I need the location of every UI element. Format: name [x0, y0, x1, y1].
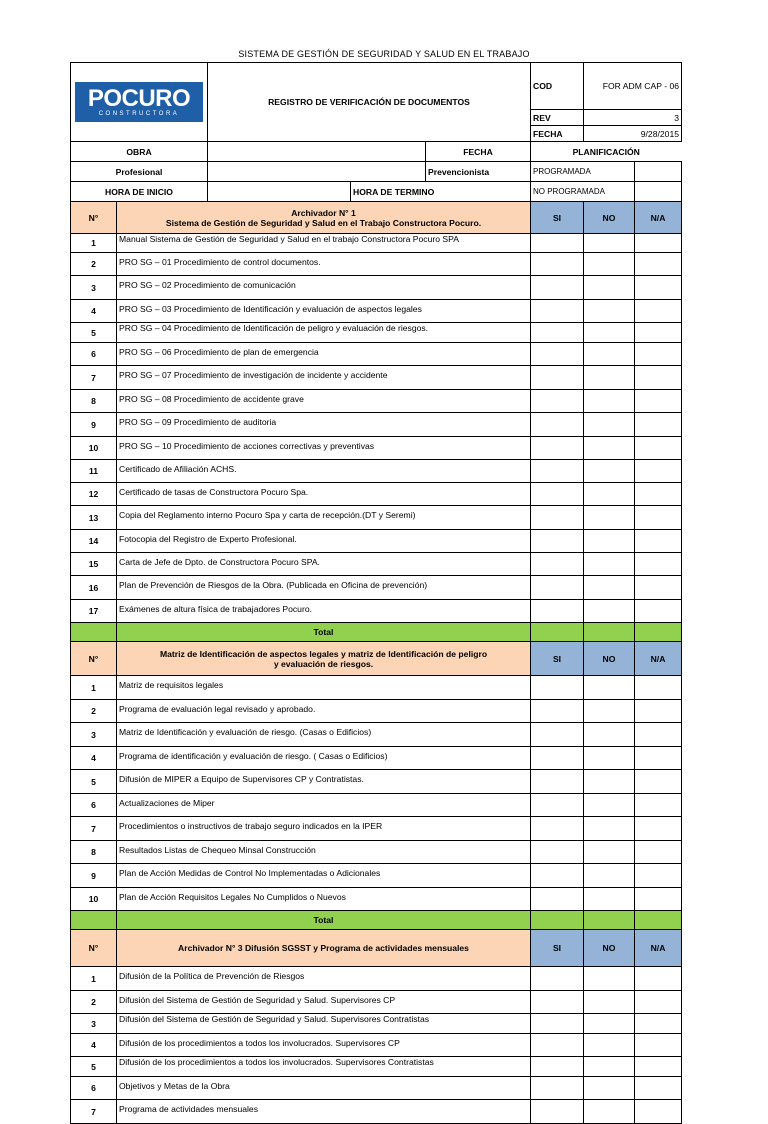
obra-field[interactable]: [208, 142, 426, 162]
total-num-cell: [71, 911, 117, 930]
si-cell[interactable]: [531, 991, 584, 1014]
total-si: [531, 623, 584, 642]
table-row: [71, 676, 682, 700]
no-cell[interactable]: [584, 530, 635, 553]
no-cell[interactable]: [584, 888, 635, 911]
item-number: 2: [71, 700, 117, 723]
hora-inicio-field[interactable]: [208, 182, 351, 202]
item-number: 17: [71, 600, 117, 623]
obra-label: OBRA: [71, 142, 208, 162]
item-text: [117, 1100, 531, 1124]
item-number: 7: [71, 1100, 117, 1124]
no-cell[interactable]: [584, 576, 635, 600]
si-cell[interactable]: [531, 700, 584, 723]
item-text: [117, 253, 531, 276]
item-text: [117, 413, 531, 437]
form-title: REGISTRO DE VERIFICACIÓN DE DOCUMENTOS: [208, 63, 531, 142]
item-number: 16: [71, 576, 117, 600]
profesional-field[interactable]: [208, 162, 426, 182]
total-label: Total: [117, 623, 531, 642]
table-row: [71, 794, 682, 817]
total-row: [71, 623, 682, 642]
item-text: [117, 1057, 531, 1077]
si-cell[interactable]: [531, 437, 584, 460]
item-number: 14: [71, 530, 117, 553]
na-cell[interactable]: [635, 967, 682, 991]
total-label: Total: [117, 911, 531, 930]
col-si-header: SI: [531, 642, 584, 676]
item-text: [117, 390, 531, 413]
item-text: [117, 747, 531, 770]
item-number: 8: [71, 390, 117, 413]
no-cell[interactable]: [584, 1034, 635, 1057]
item-number: 4: [71, 1034, 117, 1057]
item-text-value: Difusión de los procedimientos a todos los involucrados. Supervisores Contratistas: [119, 1057, 434, 1067]
na-cell[interactable]: [635, 390, 682, 413]
na-cell[interactable]: [635, 506, 682, 530]
si-cell[interactable]: [531, 530, 584, 553]
section-title: [117, 642, 531, 676]
na-cell[interactable]: [635, 864, 682, 888]
na-cell[interactable]: [635, 676, 682, 700]
profesional-label: Profesional: [71, 162, 208, 182]
no-cell[interactable]: [584, 483, 635, 506]
cod-label: COD: [531, 63, 584, 110]
item-text: [117, 794, 531, 817]
item-text-value: Programa de evaluación legal revisado y aprobado.: [119, 704, 316, 714]
item-text-value: Difusión del Sistema de Gestión de Seguridad y Salud. Supervisores Contratistas: [119, 1014, 430, 1024]
no-cell[interactable]: [584, 600, 635, 623]
section-title-line2: Sistema de Gestión de Seguridad y Salud en el Trabajo Constructora Pocuro.: [165, 217, 482, 228]
no-cell[interactable]: [584, 253, 635, 276]
no-cell[interactable]: [584, 343, 635, 366]
na-cell[interactable]: [635, 1100, 682, 1124]
col-na-header: N/A: [635, 930, 682, 967]
table-row: [71, 723, 682, 747]
si-cell[interactable]: [531, 506, 584, 530]
item-number: 6: [71, 343, 117, 366]
item-text-value: Matriz de Identificación y evaluación de riesgo. (Casas o Edificios): [119, 727, 372, 737]
col-si-header: SI: [531, 202, 584, 234]
si-cell[interactable]: [531, 460, 584, 483]
item-text: [117, 506, 531, 530]
fecha-doc-label: FECHA: [531, 126, 584, 142]
section-title-line1: Archivador N° 1: [291, 207, 356, 218]
table-row: [71, 553, 682, 576]
no-cell[interactable]: [584, 723, 635, 747]
item-number: 5: [71, 770, 117, 794]
na-cell[interactable]: [635, 437, 682, 460]
na-cell[interactable]: [635, 460, 682, 483]
si-cell[interactable]: [531, 841, 584, 864]
item-text: [117, 343, 531, 366]
item-text-value: Programa de identificación y evaluación de riesgo. ( Casas o Edificios): [119, 751, 388, 761]
table-row: [71, 506, 682, 530]
table-row: [71, 323, 682, 343]
no-cell[interactable]: [584, 506, 635, 530]
item-number: 12: [71, 483, 117, 506]
na-cell[interactable]: [635, 366, 682, 390]
si-cell[interactable]: [531, 1057, 584, 1077]
si-cell[interactable]: [531, 553, 584, 576]
col-na-header: N/A: [635, 202, 682, 234]
item-text-value: PRO SG – 02 Procedimiento de comunicación: [119, 280, 296, 290]
item-number: 7: [71, 366, 117, 390]
na-cell[interactable]: [635, 817, 682, 841]
table-row: [71, 864, 682, 888]
item-text: [117, 817, 531, 841]
item-number: 9: [71, 864, 117, 888]
hora-termino-label: HORA DE TERMINO: [351, 182, 531, 202]
na-cell[interactable]: [635, 413, 682, 437]
logo-subtitle: CONSTRUCTORA: [98, 110, 180, 117]
item-number: 8: [71, 841, 117, 864]
item-number: 10: [71, 888, 117, 911]
item-number: 1: [71, 676, 117, 700]
item-number: 1: [71, 234, 117, 253]
total-row: [71, 911, 682, 930]
total-na: [635, 623, 682, 642]
si-cell[interactable]: [531, 676, 584, 700]
item-text-value: PRO SG – 08 Procedimiento de accidente grave: [119, 394, 304, 404]
no-cell[interactable]: [584, 770, 635, 794]
si-cell[interactable]: [531, 794, 584, 817]
fecha-label: FECHA: [426, 142, 531, 162]
si-cell[interactable]: [531, 817, 584, 841]
item-text: [117, 366, 531, 390]
total-num-cell: [71, 623, 117, 642]
table-row: [71, 1077, 682, 1100]
no-cell[interactable]: [584, 1057, 635, 1077]
na-cell[interactable]: [635, 600, 682, 623]
verification-form-table: [70, 62, 682, 1124]
item-text-value: Actualizaciones de Miper: [119, 798, 215, 808]
item-number: 6: [71, 1077, 117, 1100]
na-cell[interactable]: [635, 747, 682, 770]
item-number: 2: [71, 991, 117, 1014]
prevencionista-label: Prevencionista: [426, 162, 531, 182]
item-text: [117, 576, 531, 600]
table-row: [71, 700, 682, 723]
document-title: SISTEMA DE GESTIÓN DE SEGURIDAD Y SALUD EN EL TRABAJO: [238, 49, 530, 59]
section-title-line2: y evaluación de riesgos.: [273, 658, 374, 669]
rev-value: 3: [584, 110, 682, 126]
item-text: [117, 991, 531, 1014]
col-num-header: N°: [71, 930, 117, 967]
item-text-value: Resultados Listas de Chequeo Minsal Construcción: [119, 845, 316, 855]
table-row: [71, 276, 682, 300]
na-cell[interactable]: [635, 300, 682, 323]
item-text: [117, 234, 531, 253]
item-text-value: Difusión de los procedimientos a todos los involucrados. Supervisores CP: [119, 1038, 400, 1048]
table-row: [71, 991, 682, 1014]
total-na: [635, 911, 682, 930]
si-cell[interactable]: [531, 723, 584, 747]
no-cell[interactable]: [584, 747, 635, 770]
table-row: [71, 413, 682, 437]
no-cell[interactable]: [584, 700, 635, 723]
item-number: 4: [71, 300, 117, 323]
no-cell[interactable]: [584, 323, 635, 343]
table-row: [71, 747, 682, 770]
logo-name: POCURO: [87, 84, 191, 112]
no-cell[interactable]: [584, 864, 635, 888]
item-text-value: Programa de actividades mensuales: [119, 1104, 259, 1114]
si-cell[interactable]: [531, 276, 584, 300]
na-cell[interactable]: [635, 553, 682, 576]
si-cell[interactable]: [531, 1034, 584, 1057]
table-row: [71, 460, 682, 483]
na-cell[interactable]: [635, 576, 682, 600]
no-cell[interactable]: [584, 817, 635, 841]
table-row: [71, 841, 682, 864]
item-text: [117, 676, 531, 700]
si-cell[interactable]: [531, 366, 584, 390]
table-row: [71, 600, 682, 623]
na-cell[interactable]: [635, 323, 682, 343]
na-cell[interactable]: [635, 276, 682, 300]
no-cell[interactable]: [584, 390, 635, 413]
table-row: [71, 300, 682, 323]
hora-inicio-label: HORA DE INICIO: [71, 182, 208, 202]
item-number: 3: [71, 723, 117, 747]
si-cell[interactable]: [531, 413, 584, 437]
section-title: [117, 930, 531, 967]
section-title: [117, 202, 531, 234]
table-row: [71, 770, 682, 794]
table-row: [71, 343, 682, 366]
no-cell[interactable]: [584, 413, 635, 437]
section-title-line1: Matriz de Identificación de aspectos legales y matriz de Identificación de peligro: [159, 648, 488, 659]
item-text: [117, 841, 531, 864]
section-header-row: [71, 930, 682, 967]
table-row: [71, 483, 682, 506]
no-cell[interactable]: [584, 276, 635, 300]
item-text-value: PRO SG – 01 Procedimiento de control documentos.: [119, 257, 321, 267]
item-number: 3: [71, 1014, 117, 1034]
total-si: [531, 911, 584, 930]
si-cell[interactable]: [531, 300, 584, 323]
na-cell[interactable]: [635, 991, 682, 1014]
item-text-value: Difusión de MIPER a Equipo de Supervisores CP y Contratistas.: [119, 774, 364, 784]
no-cell[interactable]: [584, 437, 635, 460]
col-si-header: SI: [531, 930, 584, 967]
item-text: [117, 437, 531, 460]
item-number: 13: [71, 506, 117, 530]
item-number: 5: [71, 1057, 117, 1077]
no-cell[interactable]: [584, 366, 635, 390]
si-cell[interactable]: [531, 390, 584, 413]
no-cell[interactable]: [584, 967, 635, 991]
item-text-value: PRO SG – 07 Procedimiento de investigación de incidente y accidente: [119, 370, 388, 380]
item-text: [117, 700, 531, 723]
si-cell[interactable]: [531, 234, 584, 253]
no-programada-checkbox[interactable]: [635, 182, 682, 202]
item-text: [117, 553, 531, 576]
na-cell[interactable]: [635, 770, 682, 794]
si-cell[interactable]: [531, 967, 584, 991]
na-cell[interactable]: [635, 794, 682, 817]
item-text-value: PRO SG – 10 Procedimiento de acciones correctivas y preventivas: [119, 441, 375, 451]
table-row: [71, 234, 682, 253]
item-text-value: PRO SG – 06 Procedimiento de plan de emergencia: [119, 347, 319, 357]
table-row: [71, 888, 682, 911]
item-text-value: Difusión del Sistema de Gestión de Seguridad y Salud. Supervisores CP: [119, 995, 396, 1005]
item-text-value: PRO SG – 09 Procedimiento de auditoria: [119, 417, 277, 427]
col-num-header: N°: [71, 642, 117, 676]
programada-label: PROGRAMADA: [531, 162, 635, 182]
no-cell[interactable]: [584, 300, 635, 323]
na-cell[interactable]: [635, 1057, 682, 1077]
item-text-value: PRO SG – 04 Procedimiento de Identificación de peligro y evaluación de riesgos.: [119, 323, 429, 333]
item-number: 1: [71, 967, 117, 991]
no-cell[interactable]: [584, 234, 635, 253]
na-cell[interactable]: [635, 530, 682, 553]
item-text-value: Fotocopia del Registro de Experto Profesional.: [119, 534, 297, 544]
item-number: 11: [71, 460, 117, 483]
item-number: 15: [71, 553, 117, 576]
item-text: [117, 1077, 531, 1100]
rev-label: REV: [531, 110, 584, 126]
item-number: 6: [71, 794, 117, 817]
programada-checkbox[interactable]: [635, 162, 682, 182]
total-no: [584, 911, 635, 930]
table-row: [71, 967, 682, 991]
na-cell[interactable]: [635, 483, 682, 506]
na-cell[interactable]: [635, 343, 682, 366]
na-cell[interactable]: [635, 1034, 682, 1057]
na-cell[interactable]: [635, 1077, 682, 1100]
na-cell[interactable]: [635, 234, 682, 253]
no-cell[interactable]: [584, 676, 635, 700]
table-row: [71, 437, 682, 460]
item-text: [117, 483, 531, 506]
si-cell[interactable]: [531, 253, 584, 276]
item-text-value: Procedimientos o instructivos de trabajo seguro indicados en la IPER: [119, 821, 383, 831]
item-text: [117, 888, 531, 911]
no-cell[interactable]: [584, 460, 635, 483]
si-cell[interactable]: [531, 1100, 584, 1124]
no-cell[interactable]: [584, 991, 635, 1014]
col-no-header: NO: [584, 930, 635, 967]
total-no: [584, 623, 635, 642]
item-text: [117, 864, 531, 888]
table-row: [71, 390, 682, 413]
item-number: 9: [71, 413, 117, 437]
na-cell[interactable]: [635, 700, 682, 723]
section-title-line1: Archivador N° 3 Difusión SGSST y Programa de actividades mensuales: [178, 943, 469, 953]
na-cell[interactable]: [635, 723, 682, 747]
item-text: [117, 300, 531, 323]
item-number: 10: [71, 437, 117, 460]
item-text-value: Plan de Acción Medidas de Control No Implementadas o Adicionales: [119, 868, 381, 878]
item-text: [117, 323, 531, 343]
item-text-value: Certificado de tasas de Constructora Pocuro Spa.: [119, 487, 309, 497]
col-no-header: NO: [584, 642, 635, 676]
col-num-header: N°: [71, 202, 117, 234]
item-text-value: Exámenes de altura física de trabajadores Pocuro.: [119, 604, 312, 614]
company-logo: [71, 63, 208, 142]
cod-value: FOR ADM CAP - 06: [584, 63, 682, 110]
item-number: 7: [71, 817, 117, 841]
no-cell[interactable]: [584, 1077, 635, 1100]
item-text-value: Carta de Jefe de Dpto. de Constructora Pocuro SPA.: [119, 557, 320, 567]
item-text-value: Plan de Prevención de Riesgos de la Obra. (Publicada en Oficina de prevención): [119, 580, 428, 590]
col-no-header: NO: [584, 202, 635, 234]
item-text: [117, 1034, 531, 1057]
section-header-row: [71, 202, 682, 234]
item-text: [117, 276, 531, 300]
item-text-value: Manual Sistema de Gestión de Seguridad y Salud en el trabajo Constructora Pocuro SPA: [119, 234, 459, 244]
section-header-row: [71, 642, 682, 676]
table-row: [71, 817, 682, 841]
si-cell[interactable]: [531, 888, 584, 911]
no-cell[interactable]: [584, 841, 635, 864]
item-text: [117, 723, 531, 747]
item-text: [117, 460, 531, 483]
si-cell[interactable]: [531, 1077, 584, 1100]
item-text: [117, 967, 531, 991]
si-cell[interactable]: [531, 323, 584, 343]
col-na-header: N/A: [635, 642, 682, 676]
item-number: 3: [71, 276, 117, 300]
no-cell[interactable]: [584, 553, 635, 576]
table-row: [71, 576, 682, 600]
item-text-value: Matriz de requisitos legales: [119, 680, 224, 690]
item-text-value: Difusión de la Política de Prevención de Riesgos: [119, 971, 305, 981]
planificacion-label: PLANIFICACIÓN: [531, 142, 682, 162]
na-cell[interactable]: [635, 888, 682, 911]
item-text-value: Certificado de Afiliación ACHS.: [119, 464, 237, 474]
item-number: 4: [71, 747, 117, 770]
na-cell[interactable]: [635, 841, 682, 864]
si-cell[interactable]: [531, 770, 584, 794]
table-row: [71, 1100, 682, 1124]
table-row: [71, 530, 682, 553]
item-text-value: Copia del Reglamento interno Pocuro Spa y carta de recepción.(DT y Seremi): [119, 510, 416, 520]
item-number: 2: [71, 253, 117, 276]
si-cell[interactable]: [531, 864, 584, 888]
si-cell[interactable]: [531, 600, 584, 623]
si-cell[interactable]: [531, 747, 584, 770]
item-text: [117, 530, 531, 553]
item-text: [117, 770, 531, 794]
item-text-value: Objetivos y Metas de la Obra: [119, 1081, 230, 1091]
item-number: 5: [71, 323, 117, 343]
no-programada-label: NO PROGRAMADA: [531, 182, 635, 202]
no-cell[interactable]: [584, 1100, 635, 1124]
item-text: [117, 600, 531, 623]
table-row: [71, 253, 682, 276]
no-cell[interactable]: [584, 794, 635, 817]
table-row: [71, 366, 682, 390]
si-cell[interactable]: [531, 343, 584, 366]
table-row: [71, 1057, 682, 1077]
si-cell[interactable]: [531, 483, 584, 506]
item-text-value: Plan de Acción Requisitos Legales No Cumplidos o Nuevos: [119, 892, 346, 902]
table-row: [71, 1034, 682, 1057]
na-cell[interactable]: [635, 253, 682, 276]
fecha-doc-value: 9/28/2015: [584, 126, 682, 142]
si-cell[interactable]: [531, 576, 584, 600]
item-text-value: PRO SG – 03 Procedimiento de Identificación y evaluación de aspectos legales: [119, 304, 422, 314]
